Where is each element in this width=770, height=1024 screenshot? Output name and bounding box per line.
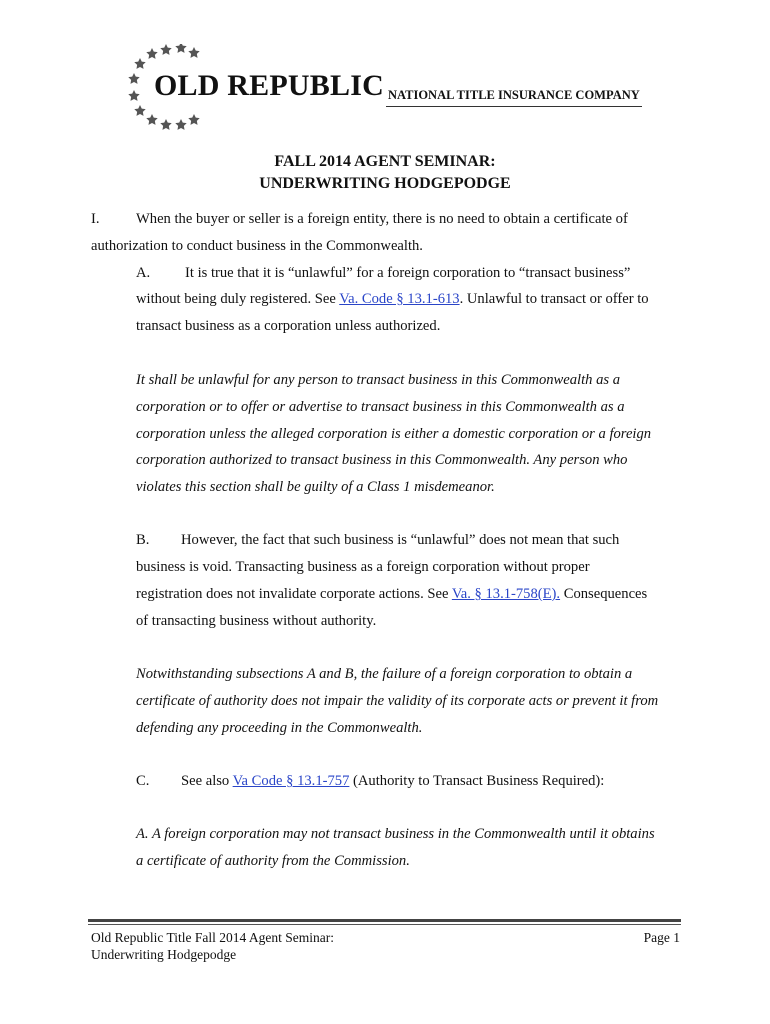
item-b-text-line: business is void. Transacting business as a foreign corporation without proper bbox=[136, 559, 590, 575]
item-b-text: registration does not invalidate corporate actions. See bbox=[136, 586, 452, 602]
va-13-1-758e-link[interactable]: Va. § 13.1-758(E). bbox=[451, 586, 561, 602]
item-label-c: C. bbox=[136, 773, 150, 789]
footer-divider bbox=[88, 919, 681, 922]
item-a-text: . Unlawful to transact or offer to bbox=[459, 291, 649, 307]
item-b-text: Consequences bbox=[560, 586, 648, 602]
section-text-line: authorization to conduct business in the Commonwealth. bbox=[91, 238, 423, 254]
va-code-13-1-613-link[interactable]: Va. Code § 13.1-613 bbox=[339, 291, 460, 307]
quote-line: It shall be unlawful for any person to transact business in this Commonwealth as a bbox=[136, 372, 621, 388]
footer-divider-thin bbox=[88, 924, 681, 925]
va-code-13-1-757-link[interactable]: Va Code § 13.1-757 bbox=[232, 773, 350, 789]
quote-line: certificate of authority does not impair the validity of its corporate acts or prevent it from bbox=[136, 693, 659, 709]
item-b-text-line bbox=[136, 585, 647, 603]
page-number: Page 1 bbox=[643, 930, 680, 945]
item-a-text-line bbox=[136, 290, 649, 308]
item-label-a: A. bbox=[136, 265, 151, 281]
item-c-text: (Authority to Transact Business Required): bbox=[349, 773, 605, 789]
item-c-text-line bbox=[181, 772, 604, 790]
quote-line: corporation or to offer or advertise to transact business in this Commonwealth as a bbox=[136, 399, 625, 415]
quote-line: Notwithstanding subsections A and B, the failure of a foreign corporation to obtain a bbox=[136, 666, 633, 682]
document-title-line1: FALL 2014 AGENT SEMINAR: bbox=[274, 153, 496, 170]
section-number: I. bbox=[91, 211, 100, 227]
item-b-text-line: of transacting business without authority. bbox=[136, 613, 377, 629]
item-label-b: B. bbox=[136, 532, 150, 548]
section-text-line: When the buyer or seller is a foreign entity, there is no need to obtain a certificate of bbox=[136, 211, 628, 227]
quote-line: violates this section shall be guilty of a Class 1 misdemeanor. bbox=[136, 479, 495, 495]
quote-line: corporation authorized to transact business in this Commonwealth. Any person who bbox=[136, 452, 628, 468]
quote-line: corporation unless the alleged corporation is either a domestic corporation or a foreign bbox=[136, 426, 652, 442]
logo-wordmark: OLD REPUBLIC bbox=[154, 69, 384, 102]
quote-line: defending any proceeding in the Commonwealth. bbox=[136, 720, 423, 736]
item-c-text: See also bbox=[181, 773, 233, 789]
item-a-text: without being duly registered. See bbox=[136, 291, 340, 307]
item-a-text-line: transact business as a corporation unless authorized. bbox=[136, 318, 441, 334]
logo-divider bbox=[386, 106, 642, 107]
quote-line: a certificate of authority from the Commission. bbox=[136, 853, 410, 869]
item-a-text-line: It is true that it is “unlawful” for a foreign corporation to “transact business” bbox=[185, 265, 631, 281]
quote-line: A. A foreign corporation may not transact business in the Commonwealth until it obtains bbox=[136, 826, 655, 842]
footer-title-line2: Underwriting Hodgepodge bbox=[91, 947, 237, 962]
logo-subtitle: NATIONAL TITLE INSURANCE COMPANY bbox=[388, 88, 640, 102]
item-b-text-line: However, the fact that such business is “unlawful” does not mean that such bbox=[181, 532, 620, 548]
document-title-line2: UNDERWRITING HODGEPODGE bbox=[259, 175, 511, 192]
old-republic-logo bbox=[126, 44, 646, 134]
footer-title-line1: Old Republic Title Fall 2014 Agent Seminar: bbox=[91, 930, 334, 945]
